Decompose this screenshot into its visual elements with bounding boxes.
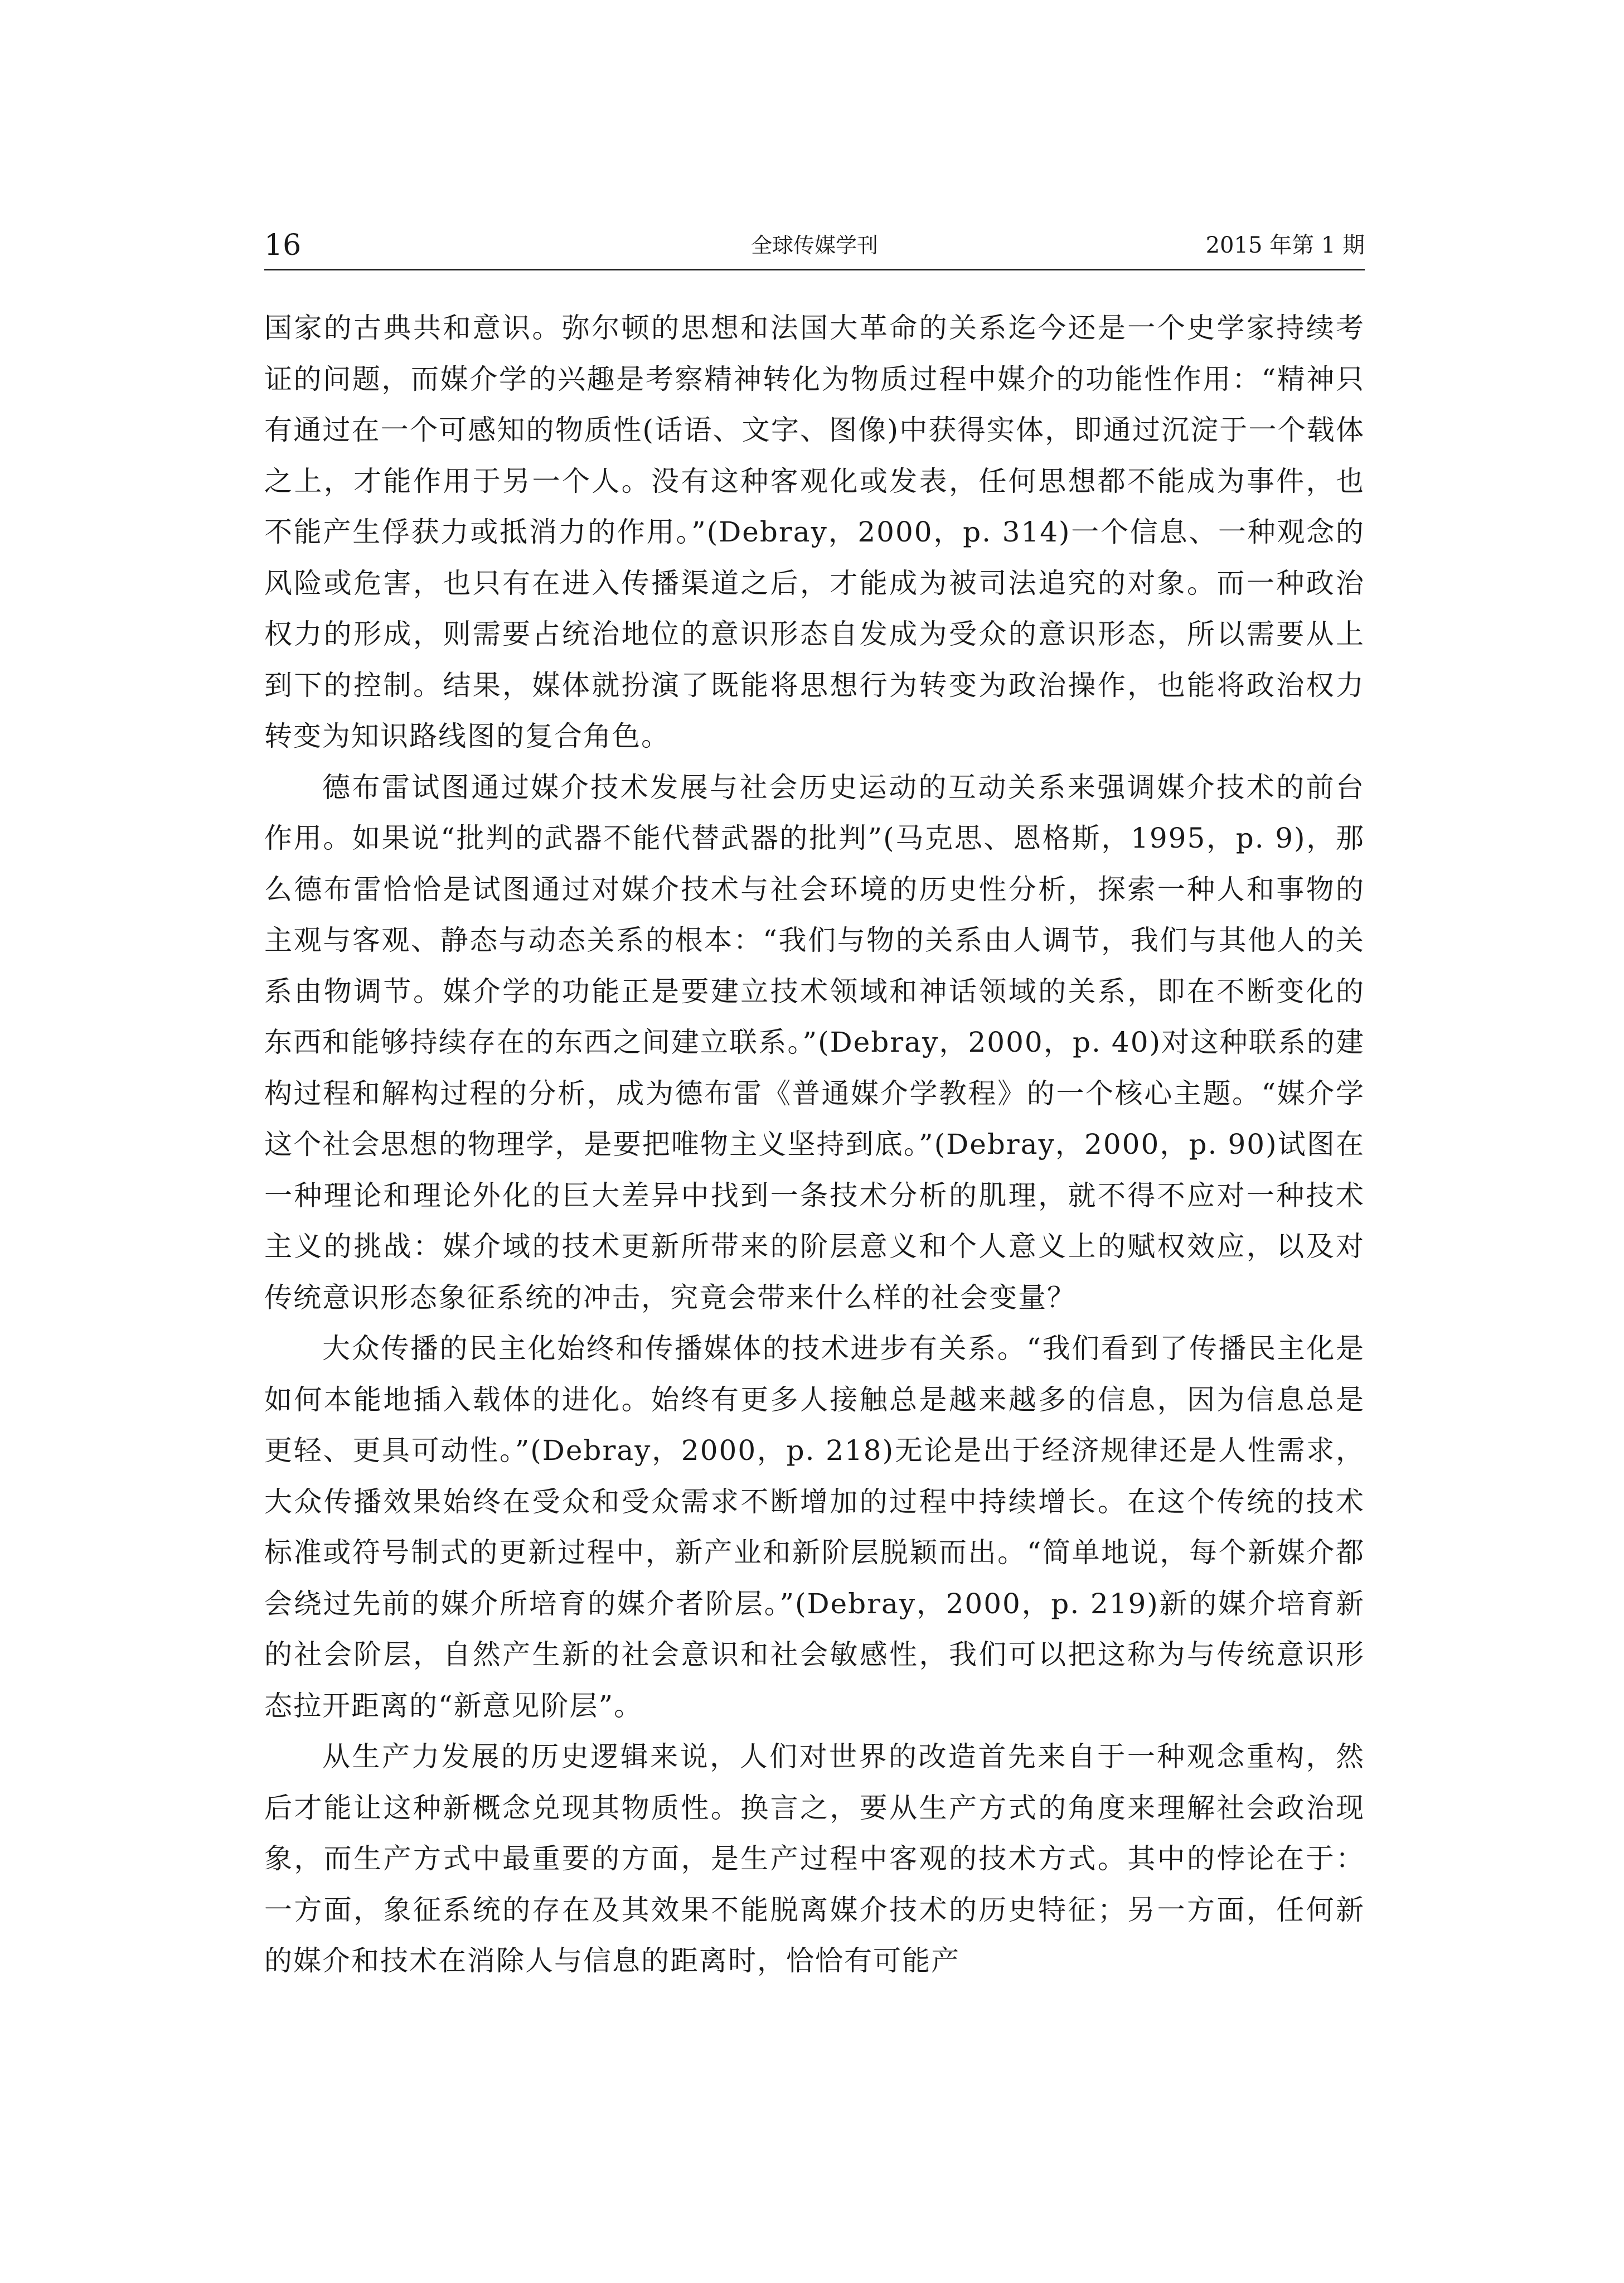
paragraph: 大众传播的民主化始终和传播媒体的技术进步有关系。“我们看到了传播民主化是如何本能地插入载体的进化。始终有更多人接触总是越来越多的信息，因为信息总是更轻、更具可动性。”(Debray，2000，p. 218)无论是出于经济规律还是人性需求，大众传播效果始终在受众和受众需求不断增加的过程中持续增长。在这个传统的技术标准或符号制式的更新过程中，新产业和新阶层脱颖而出。“简单地说，每个新媒介都会绕过先前的媒介所培育的媒介者阶层。”(Debray，2000，p. 219)新的媒介培育新的社会阶层，自然产生新的社会意识和社会敏感性，我们可以把这称为与传统意识形态拉开距离的“新意见阶层”。 <box>264 1332 1365 1722</box>
header-rule <box>264 269 1365 270</box>
paragraph: 国家的古典共和意识。弥尔顿的思想和法国大革命的关系迄今还是一个史学家持续考证的问题，而媒介学的兴趣是考察精神转化为物质过程中媒介的功能性作用：“精神只有通过在一个可感知的物质性(话语、文字、图像)中获得实体，即通过沉淀于一个载体之上，才能作用于另一个人。没有这种客观化或发表，任何思想都不能成为事件，也不能产生俘获力或抵消力的作用。”(Debray，2000，p. 314)一个信息、一种观念的风险或危害，也只有在进入传播渠道之后，才能成为被司法追究的对象。而一种政治权力的形成，则需要占统治地位的意识形态自发成为受众的意识形态，所以需要从上到下的控制。结果，媒体就扮演了既能将思想行为转变为政治操作，也能将政治权力转变为知识路线图的复合角色。 <box>264 312 1365 752</box>
article-body <box>264 303 1365 1987</box>
running-header <box>264 223 1365 268</box>
issue-label: 2015 年第 1 期 <box>1205 233 1365 258</box>
paragraph: 从生产力发展的历史逻辑来说，人们对世界的改造首先来自于一种观念重构，然后才能让这种新概念兑现其物质性。换言之，要从生产方式的角度来理解社会政治现象，而生产方式中最重要的方面，是生产过程中客观的技术方式。其中的悖论在于：一方面，象征系统的存在及其效果不能脱离媒介技术的历史特征；另一方面，任何新的媒介和技术在消除人与信息的距离时，恰恰有可能产 <box>264 1740 1365 1977</box>
paragraph: 德布雷试图通过媒介技术发展与社会历史运动的互动关系来强调媒介技术的前台作用。如果说“批判的武器不能代替武器的批判”(马克思、恩格斯，1995，p. 9)，那么德布雷恰恰是试图通过对媒介技术与社会环境的历史性分析，探索一种人和事物的主观与客观、静态与动态关系的根本：“我们与物的关系由人调节，我们与其他人的关系由物调节。媒介学的功能正是要建立技术领域和神话领域的关系，即在不断变化的东西和能够持续存在的东西之间建立联系。”(Debray，2000，p. 40)对这种联系的建构过程和解构过程的分析，成为德布雷《普通媒介学教程》的一个核心主题。“媒介学这个社会思想的物理学，是要把唯物主义坚持到底。”(Debray，2000，p. 90)试图在一种理论和理论外化的巨大差异中找到一条技术分析的肌理，就不得不应对一种技术主义的挑战：媒介域的技术更新所带来的阶层意义和个人意义上的赋权效应，以及对传统意识形态象征系统的冲击，究竟会带来什么样的社会变量？ <box>264 771 1365 1314</box>
page-number: 16 <box>264 229 302 262</box>
journal-title: 全球传媒学刊 <box>750 233 878 258</box>
